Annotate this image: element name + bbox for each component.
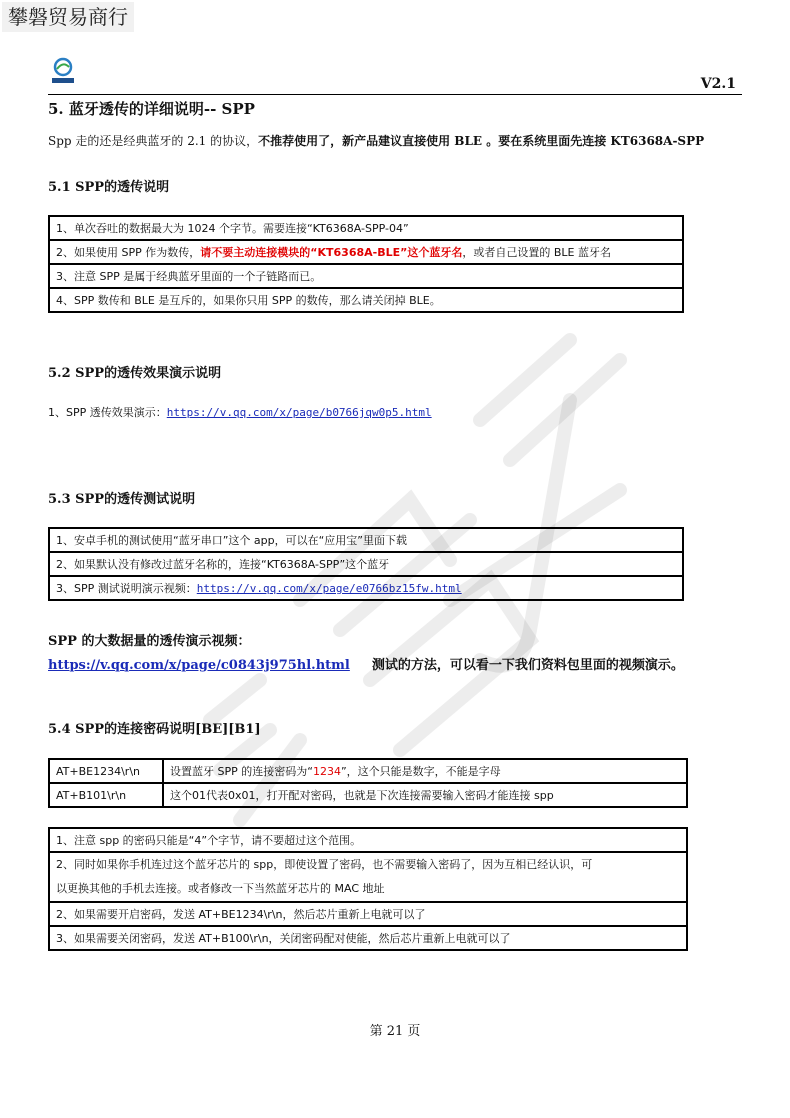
demo-video-link[interactable]: https://v.qq.com/x/page/b0766jqw0p5.html	[166, 406, 432, 419]
table-row	[49, 828, 687, 852]
table-cell: 1、安卓手机的测试使用“蓝牙串口”这个 app，可以在“应用宝”里面下载	[49, 528, 683, 552]
bigdata-title: SPP 的大数据量的透传演示视频：	[48, 634, 251, 649]
bigdata-video-link[interactable]: https://v.qq.com/x/page/c0843j975hl.html	[48, 658, 350, 673]
cell-text: 设置蓝牙 SPP 的连接密码为“	[170, 765, 313, 778]
doc-version: V2.1	[700, 76, 736, 92]
table-cell	[49, 576, 683, 600]
cell-line: 以更换其他的手机去连接。或者修改一下当然蓝牙芯片的 MAC 地址	[56, 882, 385, 895]
subsection-5-4-title: 5.4 SPP的连接密码说明[BE][B1]	[48, 722, 261, 737]
intro-bold: 不推荐使用了，新产品建议直接使用 BLE 。要在系统里面先连接 KT6368A-SPP	[258, 134, 705, 148]
cell-line: 2、同时如果你手机连过这个蓝牙芯片的 spp，即使设置了密码，也不需要输入密码了，因为互相已经认识，可	[56, 858, 593, 871]
demo-video-line	[48, 404, 432, 420]
table-row	[49, 288, 683, 312]
table-row	[49, 576, 683, 600]
section-title: 5. 蓝牙透传的详细说明-- SPP	[48, 100, 255, 118]
spp-test-table	[48, 527, 684, 601]
table-cell: 3、如果需要关闭密码，发送 AT+B100\r\n，关闭密码配对使能，然后芯片重新上电就可以了	[49, 926, 687, 950]
cell-text: 2、如果使用 SPP 作为数传，	[56, 246, 201, 259]
page-number: 第 21 页	[369, 1024, 421, 1039]
table-row	[49, 902, 687, 926]
table-row	[49, 852, 687, 902]
bigdata-note: 测试的方法，可以看一下我们资料包里面的视频演示。	[371, 658, 684, 673]
company-logo	[50, 57, 76, 87]
subsection-5-3-title: 5.3 SPP的透传测试说明	[48, 492, 196, 507]
section-intro	[48, 132, 704, 149]
table-cell: 3、注意 SPP 是属于经典蓝牙里面的一个子链路而已。	[49, 264, 683, 288]
subsection-5-1-title: 5.1 SPP的透传说明	[48, 180, 170, 195]
intro-plain: Spp 走的还是经典蓝牙的 2.1 的协议，	[48, 134, 259, 148]
table-row	[49, 240, 683, 264]
table-row	[49, 216, 683, 240]
bigdata-line	[48, 654, 684, 673]
table-cell: 2、如果需要开启密码，发送 AT+BE1234\r\n，然后芯片重新上电就可以了	[49, 902, 687, 926]
spp-notes-table	[48, 215, 684, 313]
command-cell: AT+BE1234\r\n	[49, 759, 163, 783]
table-cell	[49, 852, 687, 902]
header-divider	[48, 94, 742, 95]
table-cell: 2、如果默认没有修改过蓝牙名称的，连接“KT6368A-SPP”这个蓝牙	[49, 552, 683, 576]
cell-text: 3、SPP 测试说明演示视频：	[56, 582, 197, 595]
test-video-link[interactable]: https://v.qq.com/x/page/e0766bz15fw.html	[196, 582, 462, 595]
command-cell: AT+B101\r\n	[49, 783, 163, 807]
table-cell: 1、注意 spp 的密码只能是“4”个字节，请不要超过这个范围。	[49, 828, 687, 852]
description-cell: 这个01代表0x01，打开配对密码，也就是下次连接需要输入密码才能连接 spp	[163, 783, 687, 807]
warning-text: 请不要主动连接模块的“KT6368A-BLE”这个蓝牙名	[200, 246, 463, 259]
table-cell: 4、SPP 数传和 BLE 是互斥的，如果你只用 SPP 的数传，那么请关闭掉 BLE。	[49, 288, 683, 312]
store-tag: 攀磐贸易商行	[2, 2, 134, 32]
cell-text: ”，这个只能是数字，不能是字母	[340, 765, 501, 778]
table-row	[49, 528, 683, 552]
table-row	[49, 926, 687, 950]
table-row	[49, 552, 683, 576]
password-value: 1234	[312, 765, 341, 778]
cell-text: ，或者自己设置的 BLE 蓝牙名	[462, 246, 611, 259]
password-command-table	[48, 758, 688, 808]
table-row	[49, 783, 687, 807]
description-cell	[163, 759, 687, 783]
table-row	[49, 264, 683, 288]
logo-emblem-icon	[50, 57, 76, 87]
table-row	[49, 759, 687, 783]
table-cell: 1、单次吞吐的数据最大为 1024 个字节。需要连接“KT6368A-SPP-04”	[49, 216, 683, 240]
subsection-5-2-title: 5.2 SPP的透传效果演示说明	[48, 366, 222, 381]
demo-label: 1、SPP 透传效果演示：	[48, 406, 167, 419]
password-notes-table	[48, 827, 688, 951]
table-cell	[49, 240, 683, 264]
